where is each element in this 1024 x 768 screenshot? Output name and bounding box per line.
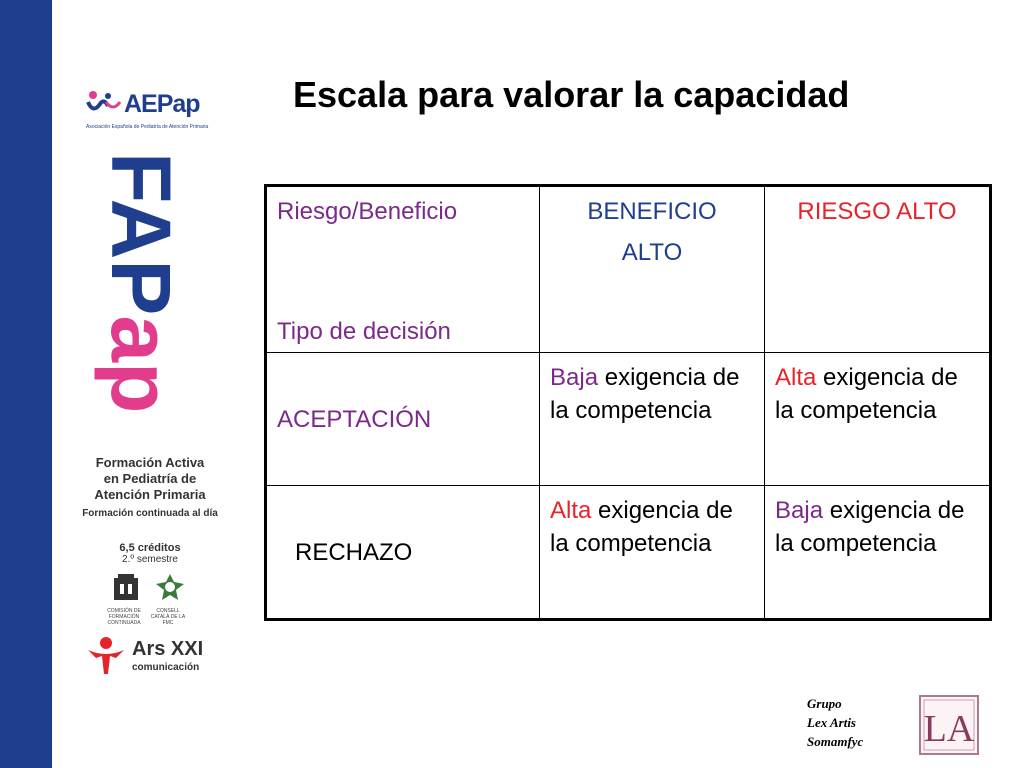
row-label-cell [266,353,540,486]
grupo-line-2: Lex Artis [807,715,856,730]
semester-text: 2.º semestre [122,554,178,565]
credits-text: 6,5 créditos [119,542,181,554]
cell-text: exigencia de la competencia [550,497,733,557]
row-label-cell [266,486,540,620]
crest-right-label: CONSELL CATALÀ DE LA FMC [150,608,186,626]
left-blue-bar [0,0,52,768]
formacion-line-4: Formación continuada al día [82,508,218,519]
table-row [266,353,991,486]
header-corner-cell [266,186,540,353]
row-label-rechazo: RECHAZO [295,538,413,566]
aepap-subtitle: Asociación Española de Pediatría de Atención Primaria [86,124,209,130]
slide-title: Escala para valorar la capacidad [293,74,850,115]
level-text: Alta [775,364,817,391]
ars-logo [86,636,216,676]
crest-left-icon [110,572,142,604]
ars-sub: comunicación [132,662,200,673]
table-cell [765,353,991,486]
fapap-text-blue: FAP [94,152,188,316]
formacion-line-2: en Pediatría de [103,471,197,486]
formacion-block [80,455,220,519]
header-beneficio: BENEFICIO [587,198,717,225]
table-cell [765,486,991,620]
level-text: Alta [550,497,592,524]
table-row [266,486,991,620]
header-row [266,186,991,353]
ars-figure-icon [86,636,126,676]
level-text: Baja [775,497,824,524]
capacity-scale-table [264,184,992,621]
header-riesgo-alto: RIESGO ALTO [797,198,957,225]
grupo-line-3: Somamfyc [807,734,864,749]
aepap-name: AEPap [124,90,200,118]
aepap-figures-icon [86,90,122,116]
crests [108,572,198,632]
fapap-text [94,152,188,413]
crest-right-icon [154,572,186,604]
formacion-line-3: Atención Primaria [94,487,206,502]
table-cell [540,353,765,486]
grupo-line-1: Grupo [807,696,842,711]
fapap-text-pink: ap [94,315,188,414]
grupo-lex-artis [807,694,863,751]
header-alto: ALTO [621,239,683,266]
crest-left-label: COMISIÓN DE FORMACIÓN CONTINUADA [107,608,141,626]
lex-artis-logo-icon [918,694,980,756]
header-riesgo-beneficio: Riesgo/Beneficio [277,198,458,225]
cell-text: exigencia de la competencia [775,497,965,557]
ars-name: Ars XXI [132,638,204,660]
header-riesgo-alto-cell [765,186,991,353]
header-beneficio-alto-cell [540,186,765,353]
level-text: Baja [550,364,599,391]
monogram-text: LA [923,708,975,750]
row-label-aceptacion: ACEPTACIÓN [277,405,432,433]
header-tipo-decision: Tipo de decisión [277,318,451,345]
creditos-block [80,542,220,565]
table-cell [540,486,765,620]
fapap-logo [88,150,198,430]
formacion-line-1: Formación Activa [95,455,205,470]
aepap-logo [86,88,226,136]
cell-text: exigencia de la competencia [775,364,958,424]
cell-text: exigencia de la competencia [550,364,740,424]
